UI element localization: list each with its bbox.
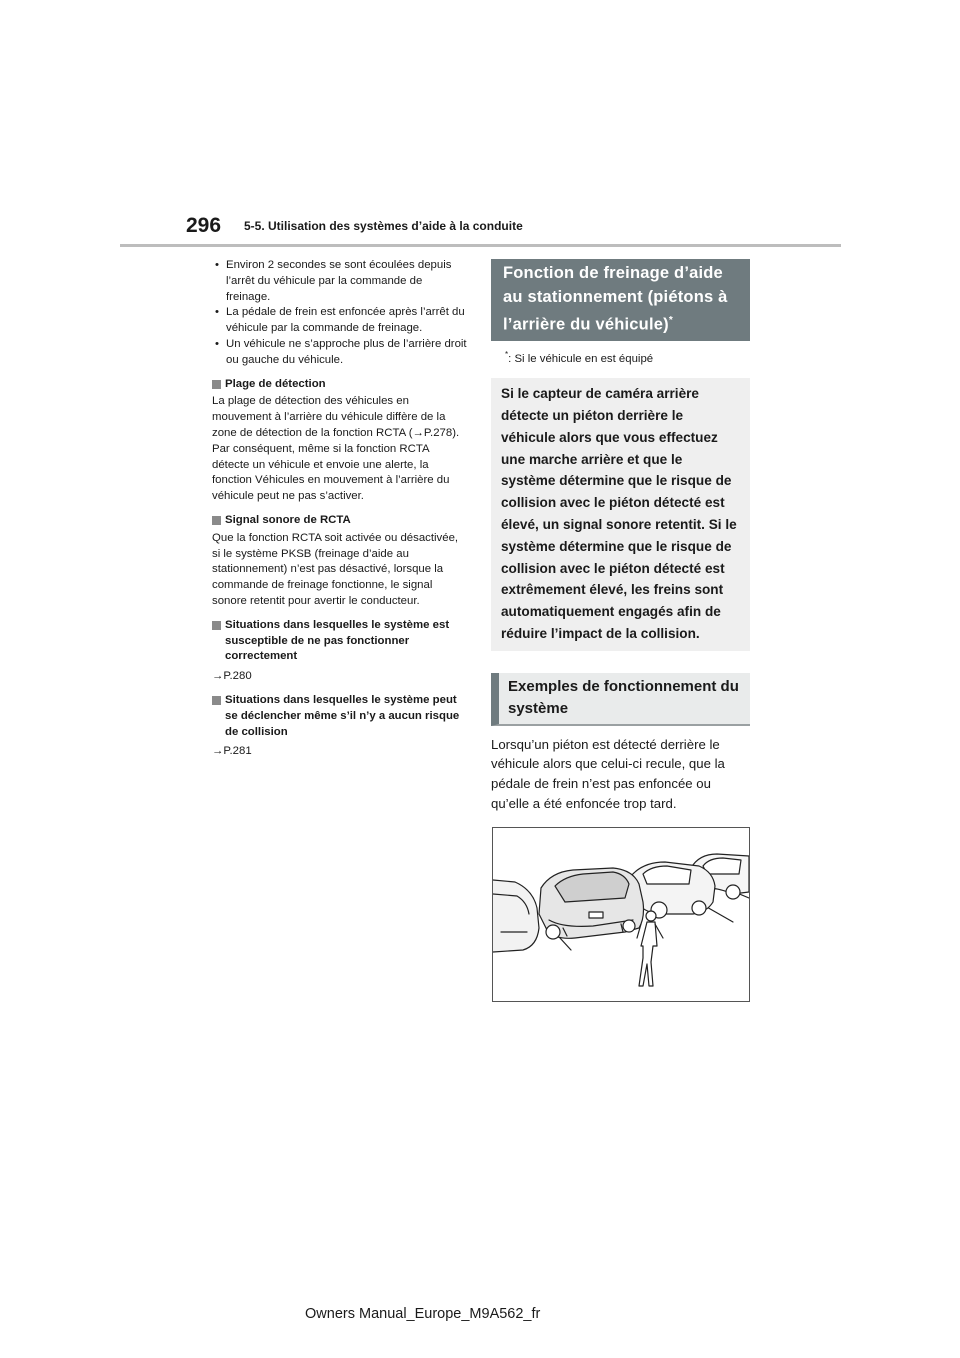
square-bullet-icon bbox=[212, 516, 221, 525]
square-bullet-icon bbox=[212, 380, 221, 389]
section-title: 5-5. Utilisation des systèmes d’aide à la conduite bbox=[244, 219, 523, 233]
header-rule bbox=[120, 244, 841, 247]
examples-text: Lorsqu’un piéton est détecté derrière le véhicule alors que celui-ci recule, que la pédale de frein n’est pas enfoncée ou qu’elle a été enfoncée trop tard. bbox=[491, 736, 725, 811]
page-reference: →P.281 bbox=[212, 745, 252, 758]
right-column bbox=[491, 259, 750, 813]
footer-doc-id: Owners Manual_Europe_M9A562_fr bbox=[305, 1306, 541, 1322]
subsection-heading: Signal sonore de RCTA bbox=[212, 513, 468, 529]
parking-illustration bbox=[492, 827, 750, 1002]
subsection-text: Que la fonction RCTA soit activée ou désactivée, si le système PKSB (freinage d’aide au stationnement) n’est pas désactivé, lorsque la commande de freinage fonctionne, le signal sonore retentit pour avertir le conducteur. bbox=[212, 531, 459, 607]
left-column bbox=[212, 258, 468, 766]
equipment-marker: * bbox=[668, 315, 673, 326]
subsection-text: La plage de détection des véhicules en mouvement à l’arrière du véhicule diffère de la zone de détection de la fonction RCTA (→P.278). Par conséquent, même si la fonction RCTA détecte un véhicule et envoie une alerte, la fonction Véhicules en mouvement à l’arrière du véhicule peut ne pas s’activer. bbox=[212, 395, 460, 503]
subsection-heading: Plage de détection bbox=[212, 377, 468, 393]
square-bullet-icon bbox=[212, 696, 221, 705]
list-item: • Un véhicule ne s’approche plus de l’arrière droit ou gauche du véhicule. bbox=[212, 337, 468, 369]
feature-intro: Si le capteur de caméra arrière détecte un piéton derrière le véhicule alors que vous effectuez une marche arrière et que le système détermine que le risque de collision avec le piéton détecté est élevé, un signal sonore retentit. Si le système détermine que le risque de collision avec le piéton détecté est extrêmement élevé, les freins sont automatiquement engagés afin de réduire l’impact de la collision. bbox=[491, 378, 750, 651]
page-number: 296 bbox=[186, 214, 222, 237]
subsection-heading: Situations dans lesquelles le système est susceptible de ne pas fonctionner correctement bbox=[212, 618, 468, 665]
list-item: • Environ 2 secondes se sont écoulées depuis l’arrêt du véhicule par la commande de freinage. bbox=[212, 258, 468, 305]
examples-heading: Exemples de fonctionnement du système bbox=[491, 673, 750, 726]
condition-list bbox=[212, 258, 468, 369]
subsection-heading: Situations dans lesquelles le système peut se déclencher même s’il n’y a aucun risque de collision bbox=[212, 693, 468, 740]
square-bullet-icon bbox=[212, 621, 221, 630]
footnote: *: Si le véhicule en est équipé bbox=[505, 349, 654, 365]
page-reference: →P.280 bbox=[212, 670, 252, 683]
list-item: • La pédale de frein est enfoncée après l’arrêt du véhicule par la commande de freinage. bbox=[212, 305, 468, 337]
feature-title: Fonction de freinage d’aide au stationnement (piétons à l’arrière du véhicule)* bbox=[491, 259, 750, 341]
